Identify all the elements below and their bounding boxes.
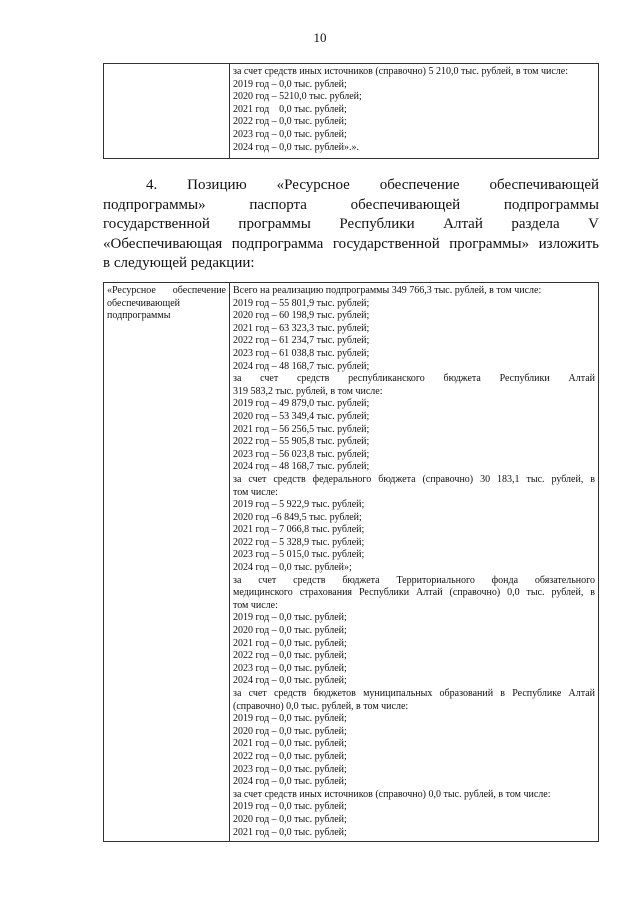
text-line: 2023 год – 56 023,8 тыс. рублей; (233, 448, 370, 460)
text-line: 2023 год – 0,0 тыс. рублей; (233, 128, 347, 140)
text-line: 2023 год – 5 015,0 тыс. рублей; (233, 549, 365, 561)
text-line: за счет средств республиканского бюджета Республики Алтай (233, 373, 595, 385)
label-line: «Ресурсное обеспечение (107, 285, 226, 296)
resource-table-label-cell (104, 283, 230, 842)
text-line: 2024 год – 0,0 тыс. рублей; (233, 776, 347, 788)
text-line: медицинского страхования Республики Алтай (справочно) 0,0 тыс. рублей, в (233, 587, 595, 599)
text-line: 2021 год – 56 256,5 тыс. рублей; (233, 423, 370, 435)
amendment-paragraph (103, 176, 599, 274)
text-line: 2019 год – 0,0 тыс. рублей; (233, 78, 347, 90)
paragraph-line: в следующей редакции: (103, 255, 255, 271)
text-line: 2021 год – 0,0 тыс. рублей; (233, 637, 347, 649)
text-line: 2019 год – 55 801,9 тыс. рублей; (233, 297, 370, 309)
text-line: 2022 год – 55 905,8 тыс. рублей; (233, 436, 370, 448)
text-line: 2020 год – 60 198,9 тыс. рублей; (233, 310, 370, 322)
text-line: 2019 год – 0,0 тыс. рублей; (233, 713, 347, 725)
text-line: 2020 год – 53 349,4 тыс. рублей; (233, 410, 370, 422)
text-line: 2020 год – 0,0 тыс. рублей; (233, 625, 347, 637)
text-line: (справочно) 0,0 тыс. рублей, в том числе: (233, 700, 409, 712)
top-table-content-cell (230, 64, 599, 159)
text-line: 2022 год – 0,0 тыс. рублей; (233, 750, 347, 762)
text-line: 2021 год 0,0 тыс. рублей; (233, 103, 347, 115)
text-line: 2019 год – 0,0 тыс. рублей; (233, 801, 347, 813)
paragraph-line: «Обеспечивающая подпрограмма государственной программы» изложить (103, 235, 599, 252)
text-line: 2022 год – 61 234,7 тыс. рублей; (233, 335, 370, 347)
text-line: за счет средств бюджета Территориального фонда обязательного (233, 574, 595, 586)
top-table (103, 63, 599, 159)
text-line: за счет средств иных источников (справочно) 0,0 тыс. рублей, в том числе: (233, 788, 551, 800)
text-line: 2024 год – 0,0 тыс. рублей; (233, 675, 347, 687)
text-line: 2023 год – 61 038,8 тыс. рублей; (233, 347, 370, 359)
label-line: подпрограммы (107, 310, 171, 322)
text-line: 2019 год – 49 879,0 тыс. рублей; (233, 398, 370, 410)
text-line: Всего на реализацию подпрограммы 349 766,3 тыс. рублей, в том числе: (233, 285, 542, 296)
text-line: 2024 год – 0,0 тыс. рублей».». (233, 141, 360, 153)
text-line: 2022 год – 5 328,9 тыс. рублей; (233, 536, 365, 548)
text-line: 2019 год – 5 922,9 тыс. рублей; (233, 499, 365, 511)
text-line: 2022 год – 0,0 тыс. рублей; (233, 650, 347, 662)
text-line: 2023 год – 0,0 тыс. рублей; (233, 662, 347, 674)
text-line: том числе: (233, 486, 278, 498)
top-table-label-cell (104, 64, 230, 159)
text-line: за счет средств бюджетов муниципальных образований в Республике Алтай (233, 688, 595, 699)
text-line: 2024 год – 48 168,7 тыс. рублей; (233, 461, 370, 473)
text-line: 2021 год – 7 066,8 тыс. рублей; (233, 524, 365, 536)
text-line: 2024 год – 48 168,7 тыс. рублей; (233, 360, 370, 372)
text-line: 2021 год – 63 323,3 тыс. рублей; (233, 322, 370, 334)
text-line: 2021 год – 0,0 тыс. рублей; (233, 738, 347, 750)
text-line: 2021 год – 0,0 тыс. рублей; (233, 826, 347, 838)
text-line: том числе: (233, 599, 278, 611)
resource-table (103, 282, 599, 842)
page-number: 10 (313, 30, 327, 45)
text-line: за счет средств федерального бюджета (справочно) 30 183,1 тыс. рублей, в (233, 473, 595, 485)
text-line: 2019 год – 0,0 тыс. рублей; (233, 612, 347, 624)
text-line: 319 583,2 тыс. рублей, в том числе: (233, 385, 383, 397)
text-line: 2024 год – 0,0 тыс. рублей»; (233, 562, 352, 574)
text-line: 2020 год –6 849,5 тыс. рублей; (233, 511, 362, 523)
resource-table-content-cell (230, 283, 599, 842)
text-line: 2020 год – 0,0 тыс. рублей; (233, 813, 347, 825)
label-line: обеспечивающей (107, 297, 180, 309)
text-line: 2020 год – 5210,0 тыс. рублей; (233, 91, 362, 103)
text-line: 2023 год – 0,0 тыс. рублей; (233, 763, 347, 775)
text-line: 2022 год – 0,0 тыс. рублей; (233, 116, 347, 128)
paragraph-line: государственной программы Республики Алтай раздела V (103, 216, 599, 232)
text-line: за счет средств иных источников (справочно) 5 210,0 тыс. рублей, в том числе: (233, 66, 568, 77)
paragraph-line: подпрограммы» паспорта обеспечивающей подпрограммы (103, 196, 599, 213)
text-line: 2020 год – 0,0 тыс. рублей; (233, 725, 347, 737)
paragraph-line: 4. Позицию «Ресурсное обеспечение обеспечивающей (146, 177, 599, 193)
